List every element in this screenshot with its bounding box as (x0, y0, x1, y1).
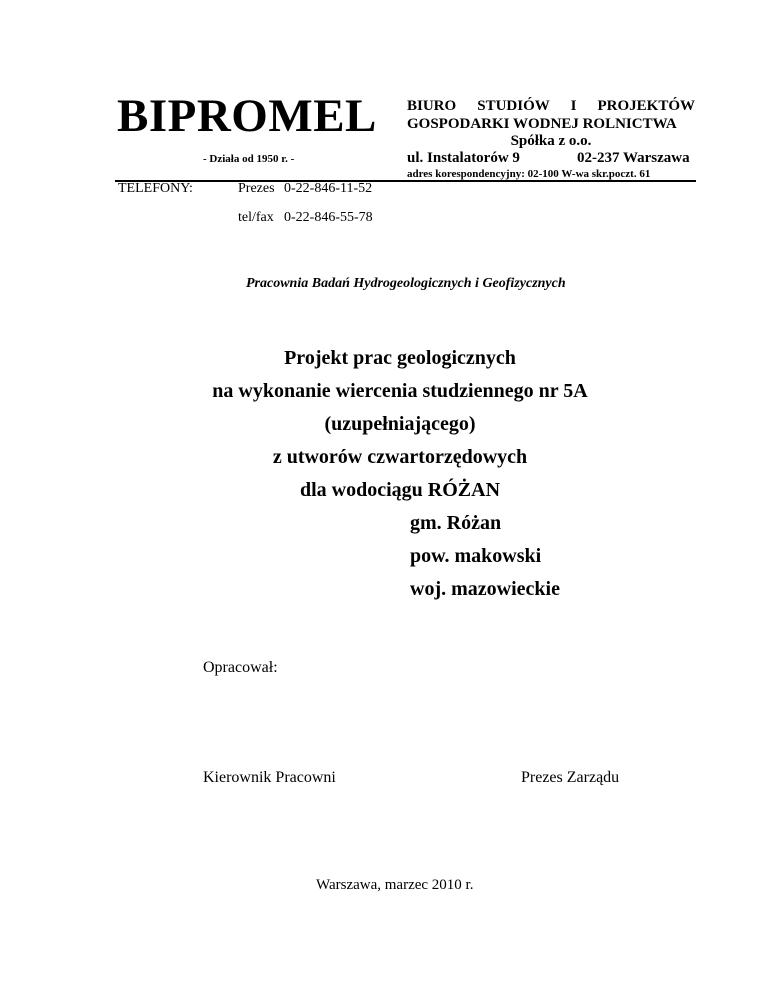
board-president-signature-label: Prezes Zarządu (521, 769, 620, 786)
phones-label: TELEFONY: (118, 181, 193, 196)
company-name-line-1: BIURO STUDIÓW I PROJEKTÓW (407, 98, 695, 114)
phone-label-fax: tel/fax (238, 210, 274, 225)
established-note: - Działa od 1950 r. - (203, 153, 295, 165)
lab-head-signature-label: Kierownik Pracowni (203, 769, 336, 786)
title-line-1: Projekt prac geologicznych (284, 347, 516, 369)
title-line-2: na wykonanie wiercenia studziennego nr 5A (212, 380, 588, 402)
laboratory-name: Pracownia Badań Hydrogeologicznych i Geofizycznych (246, 276, 566, 291)
company-postal-city: 02-237 Warszawa (577, 150, 690, 166)
place-and-date: Warszawa, marzec 2010 r. (316, 877, 474, 893)
company-name-line-2: GOSPODARKI WODNEJ ROLNICTWA (407, 116, 677, 132)
title-line-4: z utworów czwartorzędowych (272, 446, 528, 468)
letterhead-divider (115, 180, 696, 182)
company-legal-form: Spółka z o.o. (510, 133, 592, 149)
title-line-3: (uzupełniającego) (324, 413, 476, 435)
phone-number-fax: 0-22-846-55-78 (284, 210, 373, 225)
correspondence-address: adres korespondencyjny: 02-100 W-wa skr.poczt. 61 (407, 168, 651, 180)
phone-label-president: Prezes (238, 181, 275, 196)
phone-number-president: 0-22-846-11-52 (284, 181, 373, 196)
location-voivodeship: woj. mazowieckie (410, 578, 560, 600)
title-line-5: dla wodociągu RÓŻAN (299, 479, 501, 501)
location-county: pow. makowski (410, 545, 542, 567)
company-street: ul. Instalatorów 9 (407, 150, 520, 166)
location-commune: gm. Różan (410, 512, 502, 534)
prepared-by-label: Opracował: (203, 659, 278, 676)
company-logo-text: BIPROMEL (117, 90, 377, 142)
